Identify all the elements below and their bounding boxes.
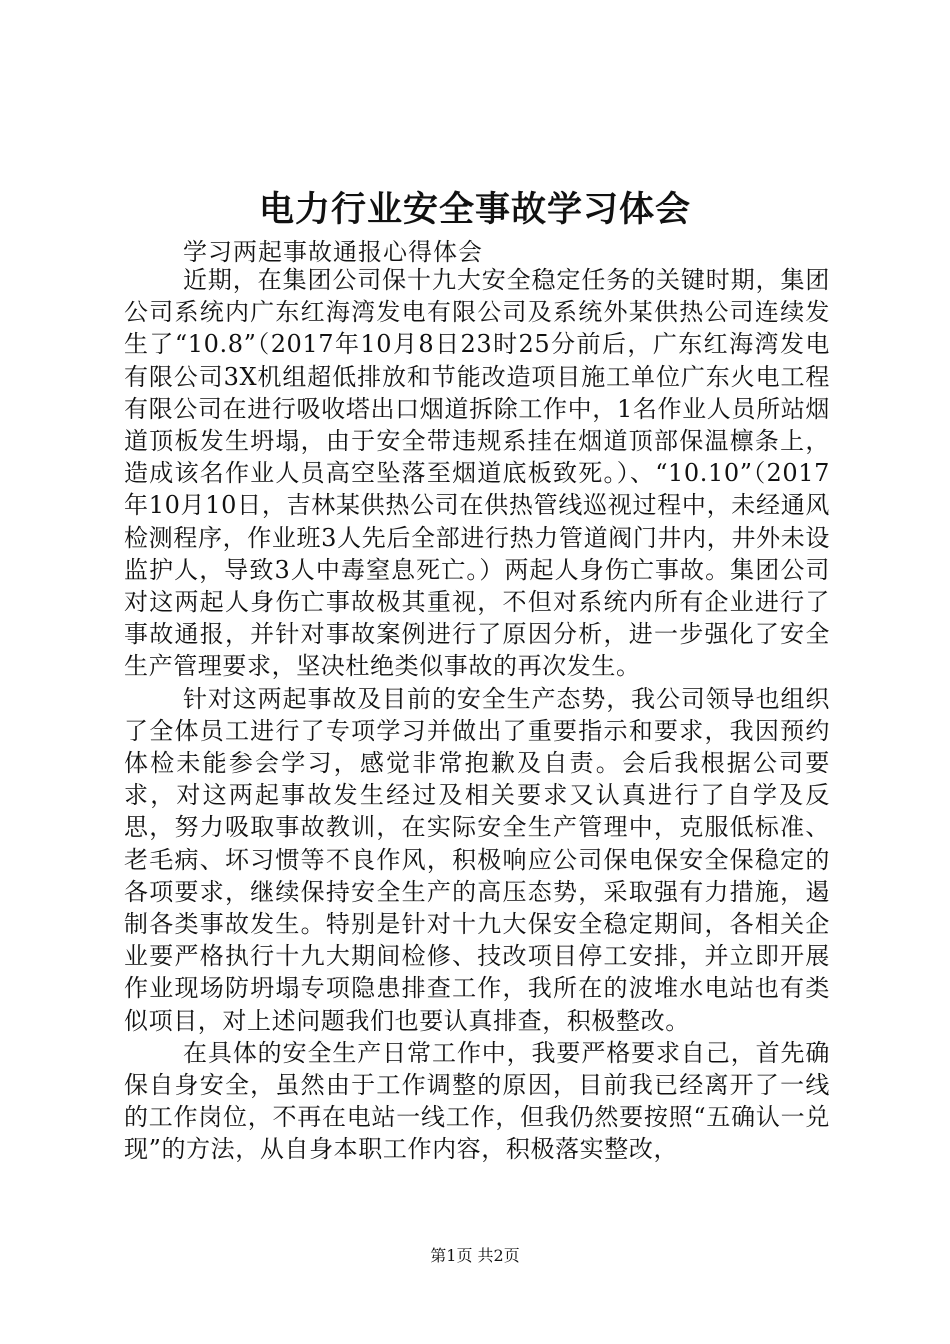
document-body xyxy=(124,264,830,1166)
document-title: 电力行业安全事故学习体会 xyxy=(258,189,691,230)
paragraph-2: 针对这两起事故及目前的安全生产态势，我公司领导也组织了全体员工进行了专项学习并做出了重要指示和要求，我因预约体检未能参会学习，感觉非常抱歉及自责。会后我根据公司要求，对这两起事故发生经过及相关要求又认真进行了自学及反思，努力吸取事故教训，在实际安全生产管理中，克服低标准、老毛病、坏习惯等不良作风，积极响应公司保电保安全保稳定的各项要求，继续保持安全生产的高压态势，采取强有力措施，遏制各类事故发生。特别是针对十九大保安全稳定期间，各相关企业要严格执行十九大期间检修、技改项目停工安排，并立即开展作业现场防坍塌专项隐患排查工作，我所在的波堆水电站也有类似项目，对上述问题我们也要认真排查，积极整改。 xyxy=(124,684,830,1035)
paragraph-3: 在具体的安全生产日常工作中，我要严格要求自己，首先确保自身安全，虽然由于工作调整的原因，目前我已经离开了一线的工作岗位，不再在电站一线工作，但我仍然要按照“五确认一兑现”的方法，从自身本职工作内容，积极落实整改， xyxy=(124,1038,830,1164)
page-number-footer: 第1页 共2页 xyxy=(430,1246,520,1265)
document-subtitle: 学习两起事故通报心得体会 xyxy=(183,238,483,266)
paragraph-1: 近期，在集团公司保十九大安全稳定任务的关键时期，集团公司系统内广东红海湾发电有限公司及系统外某供热公司连续发生了“10.8”（2017年10月8日23时25分前后，广东红海湾发电有限公司3X机组超低排放和节能改造项目施工单位广东火电工程有限公司在进行吸收塔出口烟道拆除工作中，1名作业人员所站烟道顶板发生坍塌，由于安全带违规系挂在烟道顶部保温檩条上，造成该名作业人员高空坠落至烟道底板致死。）、“10.10”（2017年10月10日，吉林某供热公司在供热管线巡视过程中，未经通风检测程序，作业班3人先后全部进行热力管道阀门井内，井外未设监护人，导致3人中毒窒息死亡。）两起人身伤亡事故。集团公司对这两起人身伤亡事故极其重视，不但对系统内所有企业进行了事故通报，并针对事故案例进行了原因分析，进一步强化了安全生产管理要求，坚决杜绝类似事故的再次发生。 xyxy=(124,266,830,681)
